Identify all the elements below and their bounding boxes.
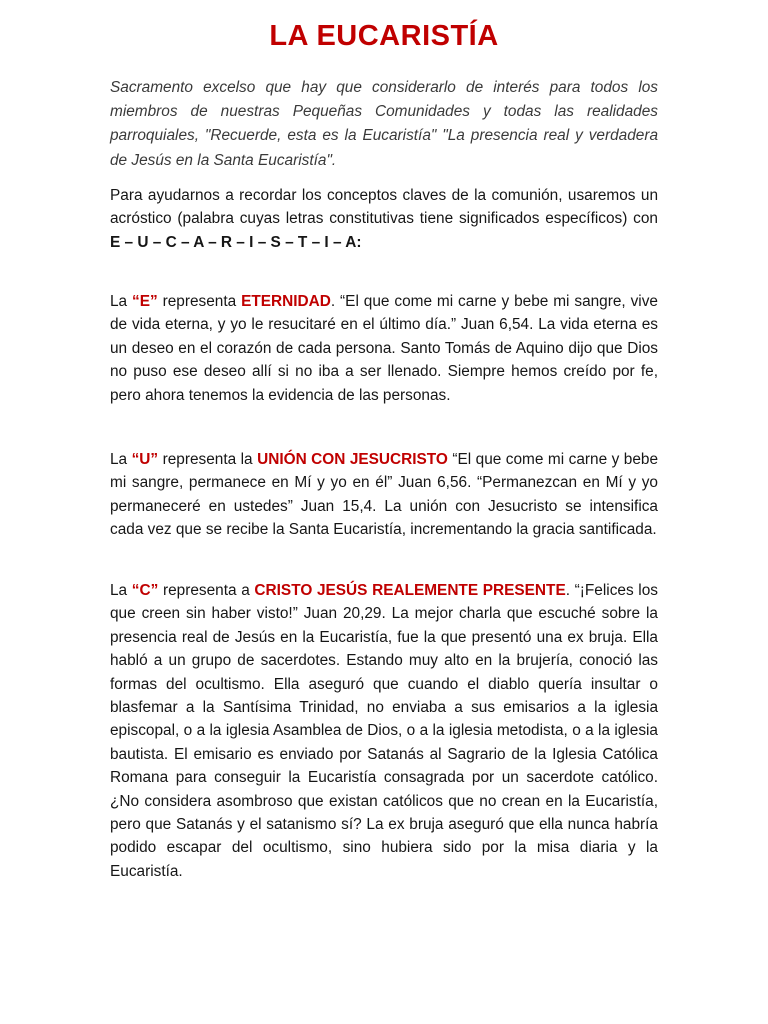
section-c-body: . “¡Felices los que creen sin haber visto!” Juan 20,29. La mejor charla que escuché sobre la presencia real de Jesús en la Eucaristía, fue la que presentó una ex bruja. Ella habló a un grupo de sacerdotes. Estando muy alto en la brujería, conoció las formas del ocultismo. Ella aseguró que cuando el diablo quería insultar o blasfemar a la Santísima Trinidad, no enviaba a sus emisarios a la iglesia episcopal, o a la iglesia Asamblea de Dios, o a la iglesia metodista, o a la iglesia bautista. El emisario es enviado por Satanás al Sagrario de la Iglesia Católica Romana para conseguir la Eucaristía consagrada por un sacerdote católico. ¿No considera asombroso que existan católicos que no crean en la Eucaristía, pero que Satanás y el satanismo sí? La ex bruja aseguró que ella nunca habría podido escapar del ocultismo, sino hubiera sido por la misa diaria y la Eucaristía. xyxy=(110,582,658,880)
section-c-letter: “C” xyxy=(131,582,159,599)
section-c-concept: CRISTO JESÚS REALEMENTE PRESENTE xyxy=(254,582,566,599)
acrostic-letters: E – U – C – A – R – I – S – T – I – A: xyxy=(110,233,362,251)
section-e-lead: La xyxy=(110,293,133,310)
section-c-paragraph xyxy=(110,579,658,883)
section-u-body: “El que come mi carne y bebe mi sangre, permanece en Mí y yo en él” Juan 6,56. “Permanezcan en Mí y yo permaneceré en ustedes” Juan 15,4. La unión con Jesucristo se intensifica cada vez que se recibe la Santa Eucaristía, incrementando la gracia santificada. xyxy=(110,451,658,539)
section-c-mid: representa a xyxy=(158,582,255,599)
section-u-mid: representa la xyxy=(158,451,258,468)
section-u-lead: La xyxy=(110,451,132,468)
section-u-letter: “U” xyxy=(131,451,159,468)
section-u-paragraph xyxy=(110,448,658,542)
section-c-lead: La xyxy=(110,582,132,599)
page-title: LA EUCARISTÍA xyxy=(269,20,499,52)
section-e-paragraph xyxy=(110,290,658,407)
acrostic-paragraph xyxy=(110,184,658,254)
section-e-mid: representa xyxy=(157,293,242,310)
section-e-letter: “E” xyxy=(132,293,158,310)
intro-paragraph: Sacramento excelso que hay que considerarlo de interés para todos los miembros de nuestras Pequeñas Comunidades y todas las realidades parroquiales, "Recuerde, esta es la Eucaristía" "La presencia real y verdadera de Jesús en la Santa Eucaristía". xyxy=(110,79,658,169)
acrostic-text: Para ayudarnos a recordar los conceptos claves de la comunión, usaremos un acróstico (palabra cuyas letras constitutivas tiene significados específicos) con xyxy=(110,187,658,228)
section-e-concept: ETERNIDAD xyxy=(241,293,331,310)
section-e-body: . “El que come mi carne y bebe mi sangre, vive de vida eterna, y yo le resucitaré en el último día.” Juan 6,54. La vida eterna es un deseo en el corazón de cada persona. Santo Tomás de Aquino dijo que Dios no puso ese deseo allí si no iba a ser llenado. Siempre hemos creído por fe, pero ahora tenemos la evidencia de las personas. xyxy=(110,293,658,404)
section-u-concept: UNIÓN CON JESUCRISTO xyxy=(257,451,448,468)
